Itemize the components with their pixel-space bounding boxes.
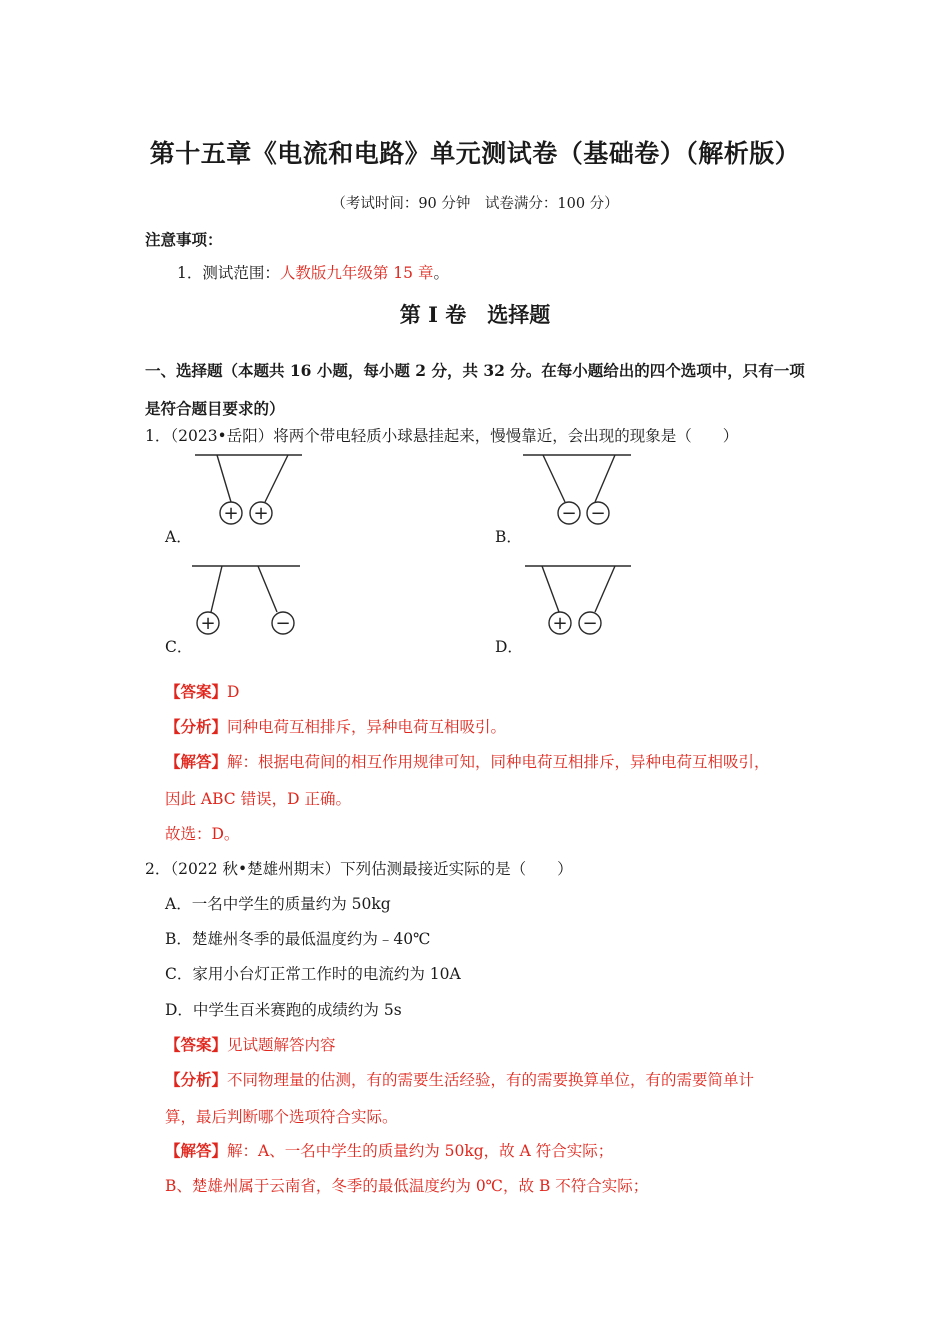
- q1-solution: [165, 750, 770, 772]
- analysis-tag: 【分析】: [165, 717, 228, 736]
- q2-solution-cont: B、楚雄州属于云南省，冬季的最低温度约为 0℃，故 B 不符合实际；: [165, 1177, 649, 1195]
- charge-sign: −: [582, 613, 598, 634]
- thread: [543, 455, 565, 502]
- q2-analysis-cont: 算，最后判断哪个选项符合实际。: [165, 1108, 398, 1126]
- notice-item-prefix: 1．测试范围：: [177, 264, 280, 282]
- thread: [217, 455, 231, 502]
- charge-sign: +: [253, 503, 269, 524]
- solution-text: 解：根据电荷间的相互作用规律可知，同种电荷互相排斥，异种电荷互相吸引，: [227, 753, 770, 771]
- option-a-label: A．: [165, 528, 192, 546]
- thread: [595, 566, 615, 612]
- thread: [265, 455, 288, 502]
- question-1-stem: 1．（2023•岳阳）将两个带电轻质小球悬挂起来，慢慢靠近，会出现的现象是（ ）: [145, 427, 739, 445]
- thread: [542, 566, 559, 612]
- question-2-stem: 2．（2022 秋•楚雄州期末）下列估测最接近实际的是（ ）: [145, 860, 573, 878]
- q2-analysis: [165, 1068, 754, 1090]
- thread: [595, 455, 615, 502]
- notice-item-suffix: 。: [433, 264, 449, 282]
- charge-sign: +: [223, 503, 239, 524]
- notice-item-highlight: 人教版九年级第 15 章: [279, 264, 434, 282]
- q1-solution-cont: 因此 ABC 错误，D 正确。: [165, 790, 351, 808]
- solution-tag: 【解答】: [165, 752, 228, 771]
- analysis-tag: 【分析】: [165, 1070, 228, 1089]
- exam-info: （考试时间：90 分钟 试卷满分：100 分）: [331, 196, 619, 212]
- q2-option-c: C．家用小台灯正常工作时的电流约为 10A: [165, 965, 461, 983]
- figure-option-c: [180, 560, 310, 640]
- charge-sign: −: [561, 503, 577, 524]
- q2-answer: [165, 1033, 336, 1055]
- section-title: 第 I 卷 选择题: [399, 302, 551, 327]
- thread: [211, 566, 222, 612]
- q1-answer: [165, 680, 239, 702]
- option-b-label: B．: [495, 528, 522, 546]
- part-heading: 一、选择题（本题共 16 小题，每小题 2 分，共 32 分。在每小题给出的四个选项中，只有一项是符合题目要求的）: [145, 361, 805, 418]
- answer-value: 见试题解答内容: [227, 1036, 336, 1054]
- answer-tag: 【答案】: [165, 682, 228, 701]
- option-d-label: D．: [495, 638, 523, 656]
- analysis-text: 同种电荷互相排斥，异种电荷互相吸引。: [227, 718, 507, 736]
- charge-sign: +: [552, 613, 568, 634]
- charge-sign: +: [200, 613, 216, 634]
- charge-sign: −: [275, 613, 291, 634]
- document-title: 第十五章《电流和电路》单元测试卷（基础卷）（解析版）: [149, 139, 801, 168]
- figure-option-b: [515, 450, 645, 530]
- q2-option-a: A．一名中学生的质量约为 50kg: [165, 895, 391, 913]
- charge-sign: −: [590, 503, 606, 524]
- q2-option-b: B．楚雄州冬季的最低温度约为﹣40℃: [165, 930, 431, 948]
- option-c-label: C．: [165, 638, 193, 656]
- q1-analysis: [165, 715, 506, 737]
- notice-heading: 注意事项：: [145, 230, 223, 249]
- solution-text: 解：A、一名中学生的质量约为 50kg，故 A 符合实际；: [227, 1142, 614, 1160]
- thread: [258, 566, 277, 612]
- notice-item-1: [177, 261, 449, 283]
- q1-choice: 故选：D。: [165, 825, 240, 843]
- figure-option-d: [515, 560, 645, 640]
- analysis-text: 不同物理量的估测，有的需要生活经验，有的需要换算单位，有的需要简单计: [227, 1071, 755, 1089]
- answer-tag: 【答案】: [165, 1035, 228, 1054]
- solution-tag: 【解答】: [165, 1141, 228, 1160]
- q2-solution: [165, 1139, 613, 1161]
- q2-option-d: D．中学生百米赛跑的成绩约为 5s: [165, 1001, 402, 1019]
- figure-option-a: [180, 450, 310, 530]
- answer-value: D: [227, 683, 240, 701]
